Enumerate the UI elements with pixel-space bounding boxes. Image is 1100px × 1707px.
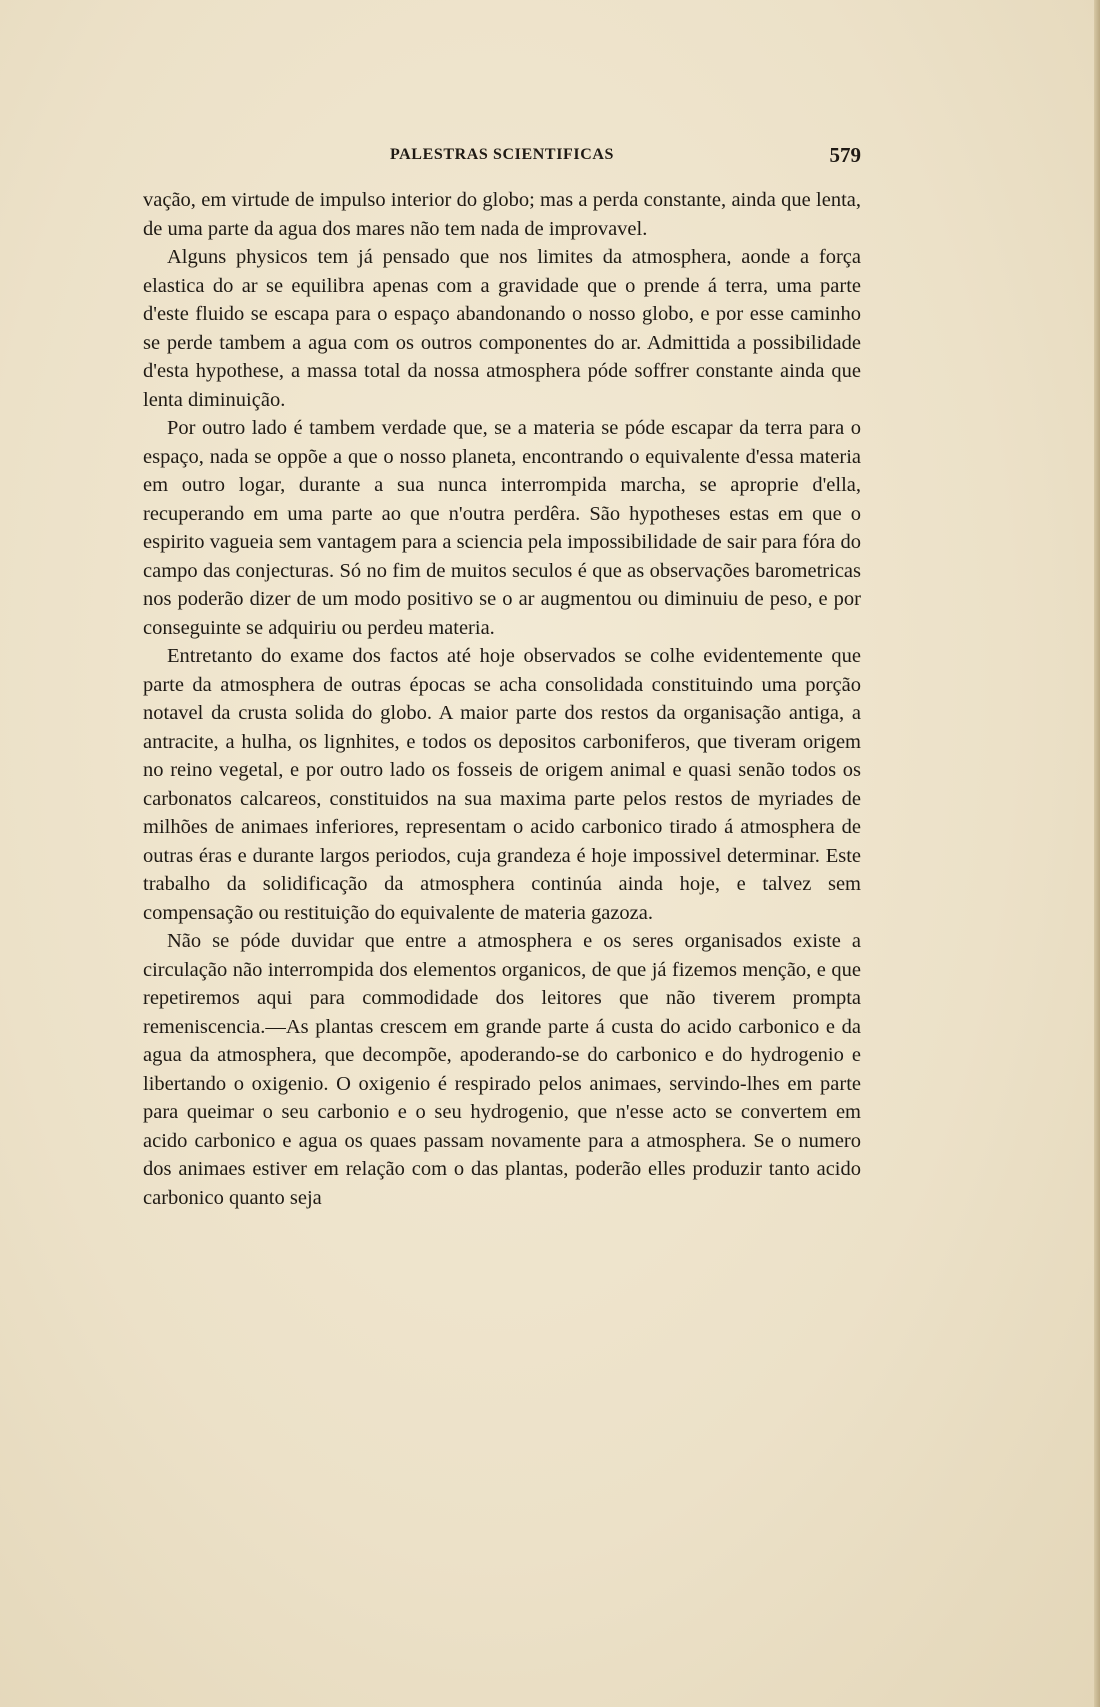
body-text [143,186,861,1212]
paragraph: Por outro lado é tambem verdade que, se a materia se póde escapar da terra para o espaço, nada se oppõe a que o nosso planeta, encontrando o equivalente d'essa materia em outro logar, durante a sua nunca interrompida marcha, se aproprie d'ella, recuperando em uma parte ao que n'outra perdêra. São hypotheses estas em que o espirito vagueia sem vantagem para a sciencia pela impossibilidade de sair para fóra do campo das conjecturas. Só no fim de muitos seculos é que as observações barometricas nos poderão dizer de um modo positivo se o ar augmentou ou diminuiu de peso, e por conseguinte se adquiriu ou perdeu materia. [143,417,861,639]
page-header [143,143,861,170]
paragraph: Entretanto do exame dos factos até hoje observados se colhe evidentemente que parte da atmosphera de outras épocas se acha consolidada constituindo uma porção notavel da crusta solida do globo. A maior parte dos restos da organisação antiga, a antracite, a hulha, os lignhites, e todos os depositos carboniferos, que tiveram origem no reino vegetal, e por outro lado os fosseis de origem animal e quasi senão todos os carbonatos calcareos, constituidos na sua maxima parte pelos restos de myriades de milhões de animaes inferiores, representam o acido carbonico tirado á atmosphera de outras éras e durante largos periodos, cuja grandeza é hoje impossivel determinar. Este trabalho da solidificação da atmosphera continúa ainda hoje, e talvez sem compensação ou restituição do equivalente de materia gazoza. [143,645,861,924]
page-number: 579 [829,143,861,167]
paragraph-continuation: vação, em virtude de impulso interior do globo; mas a perda constante, ainda que lenta, de uma parte da agua dos mares não tem nada de improvavel. [143,189,861,240]
page-edge [1094,0,1100,1707]
paragraph: Não se póde duvidar que entre a atmosphera e os seres organisados existe a circulação não interrompida dos elementos organicos, de que já fizemos menção, e que repetiremos aqui para commodidade dos leitores que não tiverem prompta remeniscencia.—As plantas crescem em grande parte á custa do acido carbonico e da agua da atmosphera, que decompõe, apoderando-se do carbonico e do hydrogenio e libertando o oxigenio. O oxigenio é respirado pelos animaes, servindo-lhes em parte para queimar o seu carbonio e o seu hydrogenio, que n'esse acto se convertem em acido carbonico e agua os quaes passam novamente para a atmosphera. Se o numero dos animaes estiver em relação com o das plantas, poderão elles produzir tanto acido carbonico quanto seja [143,930,861,1209]
running-title: PALESTRAS SCIENTIFICAS [389,146,615,163]
paragraph: Alguns physicos tem já pensado que nos limites da atmosphera, aonde a força elastica do ar se equilibra apenas com a gravidade que o prende á terra, uma parte d'este fluido se escapa para o espaço abandonando o nosso globo, e por esse caminho se perde tambem a agua com os outros componentes do ar. Admittida a possibilidade d'esta hypothese, a massa total da nossa atmosphera póde soffrer constante ainda que lenta diminuição. [143,246,861,411]
